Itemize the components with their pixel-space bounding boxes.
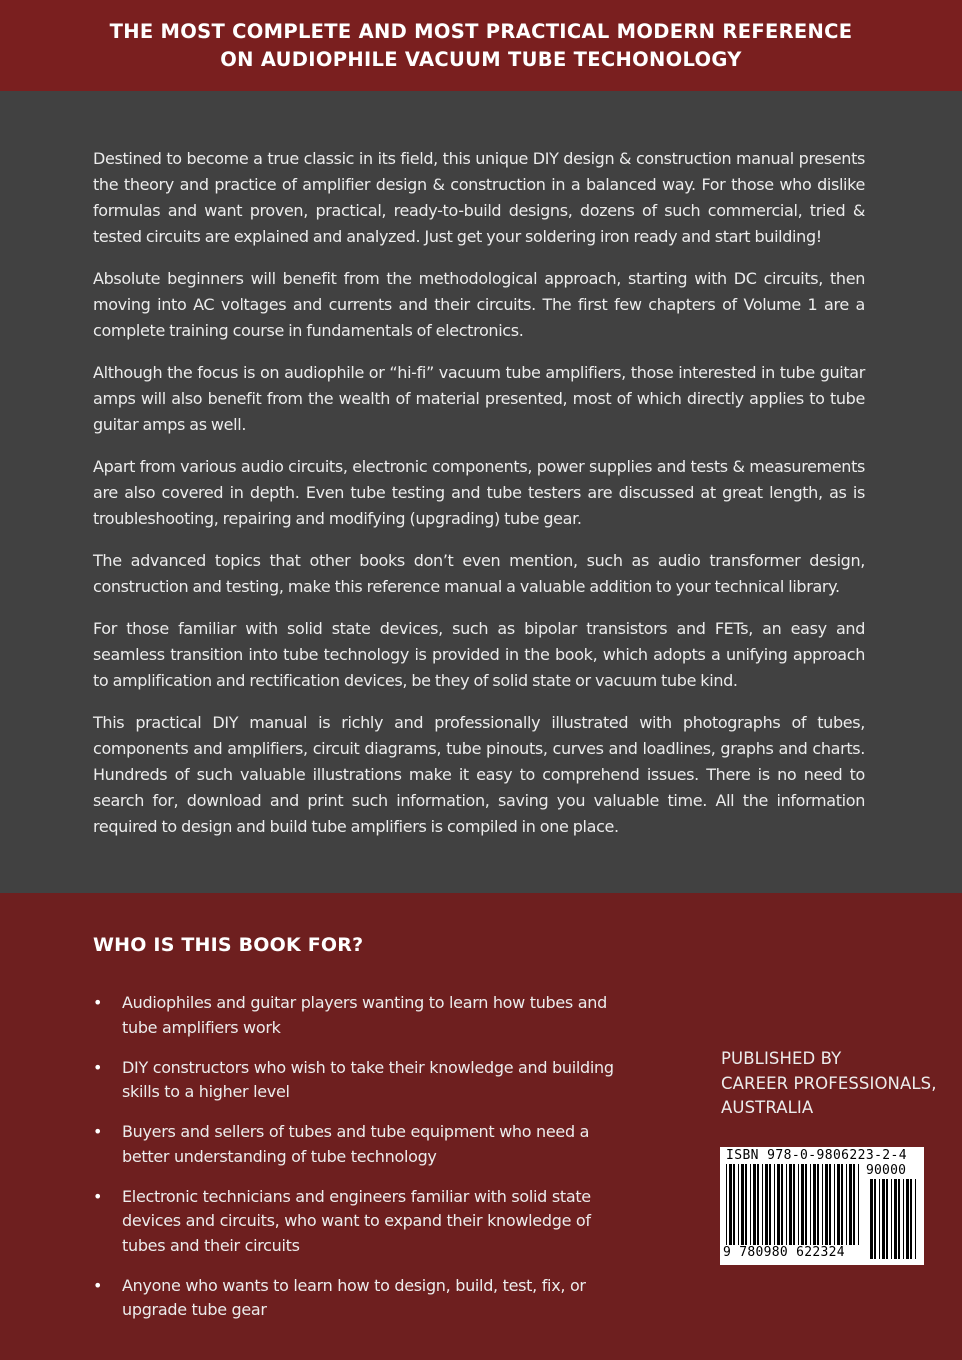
bullet-icon: • <box>93 1186 103 1206</box>
barcode-bar <box>733 1164 735 1245</box>
bullet-icon: • <box>93 1057 103 1077</box>
bullet-icon: • <box>93 993 103 1012</box>
barcode-bar <box>910 1179 912 1259</box>
barcode-bar <box>750 1164 751 1245</box>
isbn-label: ISBN 978-0-9806223-2-4 <box>726 1148 907 1163</box>
barcode-bar <box>898 1179 900 1259</box>
barcode-bar <box>903 1179 904 1259</box>
barcode-bar <box>805 1164 807 1245</box>
barcode-bar <box>853 1164 855 1245</box>
barcode-bar <box>879 1179 880 1259</box>
barcode-bar <box>834 1164 835 1245</box>
barcode-bar <box>798 1164 799 1245</box>
audience-list <box>93 991 633 1338</box>
barcode-bar <box>870 1179 873 1259</box>
audience-list-item <box>93 1185 633 1259</box>
barcode-bar <box>825 1164 828 1245</box>
barcode-bar <box>817 1164 819 1245</box>
audience-section <box>0 893 962 1360</box>
barcode-bar <box>741 1164 744 1245</box>
publisher-info <box>721 1047 937 1121</box>
barcode-bar <box>765 1164 768 1245</box>
audience-item-text: Electronic technicians and engineers familiar with solid state devices and circuits, who want to expand their knowledge of tubes and their circuits <box>122 1186 591 1255</box>
barcode-bar <box>762 1164 763 1245</box>
barcode-bar <box>789 1164 792 1245</box>
publisher-line-1: PUBLISHED BY <box>721 1049 842 1068</box>
barcode-bar <box>906 1179 909 1259</box>
description-paragraph: Although the focus is on audiophile or “hi-fi” vacuum tube amplifiers, those interested in tube guitar amps will also benefit from the wealth of material presented, most of which directly applies to tube guitar amps as well. <box>93 363 865 434</box>
barcode-bar <box>781 1164 783 1245</box>
barcode-bar <box>822 1164 823 1245</box>
bullet-icon: • <box>93 1275 103 1295</box>
barcode-bar <box>810 1164 811 1245</box>
banner-line-2: ON AUDIOPHILE VACUUM TUBE TECHONOLOGY <box>220 48 742 71</box>
audience-item-text: Anyone who wants to learn how to design, build, test, fix, or upgrade tube gear <box>122 1275 586 1319</box>
barcode-addon-number: 90000 <box>866 1163 907 1178</box>
barcode-bar <box>786 1164 787 1245</box>
barcode-bar <box>757 1164 759 1245</box>
barcode-bar <box>849 1164 852 1245</box>
description-paragraph: For those familiar with solid state devices, such as bipolar transistors and FETs, an easy and seamless transition into tube technology is provided in the book, which adopts a unifying approach to amplification and rectification devices, be they of solid state or vacuum tube kind. <box>93 619 865 690</box>
barcode-bar <box>774 1164 775 1245</box>
audience-list-item <box>93 1120 633 1169</box>
barcode-bar <box>769 1164 771 1245</box>
isbn-barcode <box>720 1147 924 1265</box>
barcode-bar <box>729 1164 732 1245</box>
description-paragraph: Destined to become a true classic in its field, this unique DIY design & construction manual presents the theory and practice of amplifier design & construction in a balanced way. For those who dislike formulas and want proven, practical, ready-to-build designs, dozens of such commercial, tried & tested circuits are explained and analyzed. Just get your soldering iron ready and start building! <box>93 149 865 246</box>
barcode-bar <box>886 1179 888 1259</box>
description-section <box>0 91 962 893</box>
audience-list-item <box>93 1056 633 1105</box>
description-paragraph: This practical DIY manual is richly and professionally illustrated with photographs of tubes, components and amplifiers, circuit diagrams, tube pinouts, curves and loadlines, graphs and charts. Hundreds of such valuable illustrations make it easy to comprehend issues. There is no need to search for, download and print such information, saving you valuable time. All the information required to design and build tube amplifiers is compiled in one place. <box>93 713 865 836</box>
barcode-ean-number: 9 780980 622324 <box>723 1245 845 1260</box>
audience-list-item <box>93 1274 633 1323</box>
barcode-bar <box>874 1179 876 1259</box>
publisher-line-3: AUSTRALIA <box>721 1098 814 1117</box>
audience-list-item <box>93 991 633 1040</box>
audience-item-text: Buyers and sellers of tubes and tube equipment who need a better understanding of tube technology <box>122 1122 590 1166</box>
audience-item-text: Audiophiles and guitar players wanting to learn how tubes and tube amplifiers work <box>122 993 607 1037</box>
audience-heading: WHO IS THIS BOOK FOR? <box>93 934 364 956</box>
description-paragraph: Absolute beginners will benefit from the methodological approach, starting with DC circuits, then moving into AC voltages and currents and their circuits. The first few chapters of Volume 1 are a complete training course in fundamentals of electronics. <box>93 269 865 340</box>
barcode-bar <box>801 1164 804 1245</box>
audience-item-text: DIY constructors who wish to take their knowledge and building skills to a higher level <box>122 1057 614 1101</box>
barcode-bar <box>841 1164 843 1245</box>
barcode-bar <box>738 1164 739 1245</box>
barcode-bar <box>858 1164 859 1245</box>
publisher-line-2: CAREER PROFESSIONALS, <box>721 1073 937 1093</box>
barcode-bar <box>891 1179 892 1259</box>
bullet-icon: • <box>93 1122 103 1141</box>
description-paragraph: Apart from various audio circuits, electronic components, power supplies and tests & measurements are also covered in depth. Even tube testing and tube testers are discussed at great length, as is troubleshooting, repairing and modifying (upgrading) tube gear. <box>93 457 865 528</box>
barcode-bar <box>726 1164 727 1245</box>
barcode-bar <box>745 1164 747 1245</box>
barcode-bar <box>777 1164 780 1245</box>
barcode-bar <box>793 1164 795 1245</box>
barcode-bar <box>813 1164 816 1245</box>
barcode-bar <box>837 1164 840 1245</box>
description-text <box>93 146 865 856</box>
barcode-bar <box>915 1179 916 1259</box>
barcode-bar <box>829 1164 831 1245</box>
banner-line-1: THE MOST COMPLETE AND MOST PRACTICAL MODERN REFERENCE <box>109 20 853 43</box>
barcode-bar <box>894 1179 897 1259</box>
description-paragraph: The advanced topics that other books don’t even mention, such as audio transformer design, construction and testing, make this reference manual a valuable addition to your technical library. <box>93 551 865 596</box>
barcode-bar <box>882 1179 885 1259</box>
barcode-bar <box>753 1164 756 1245</box>
barcode-bar <box>846 1164 847 1245</box>
top-banner <box>0 0 962 91</box>
